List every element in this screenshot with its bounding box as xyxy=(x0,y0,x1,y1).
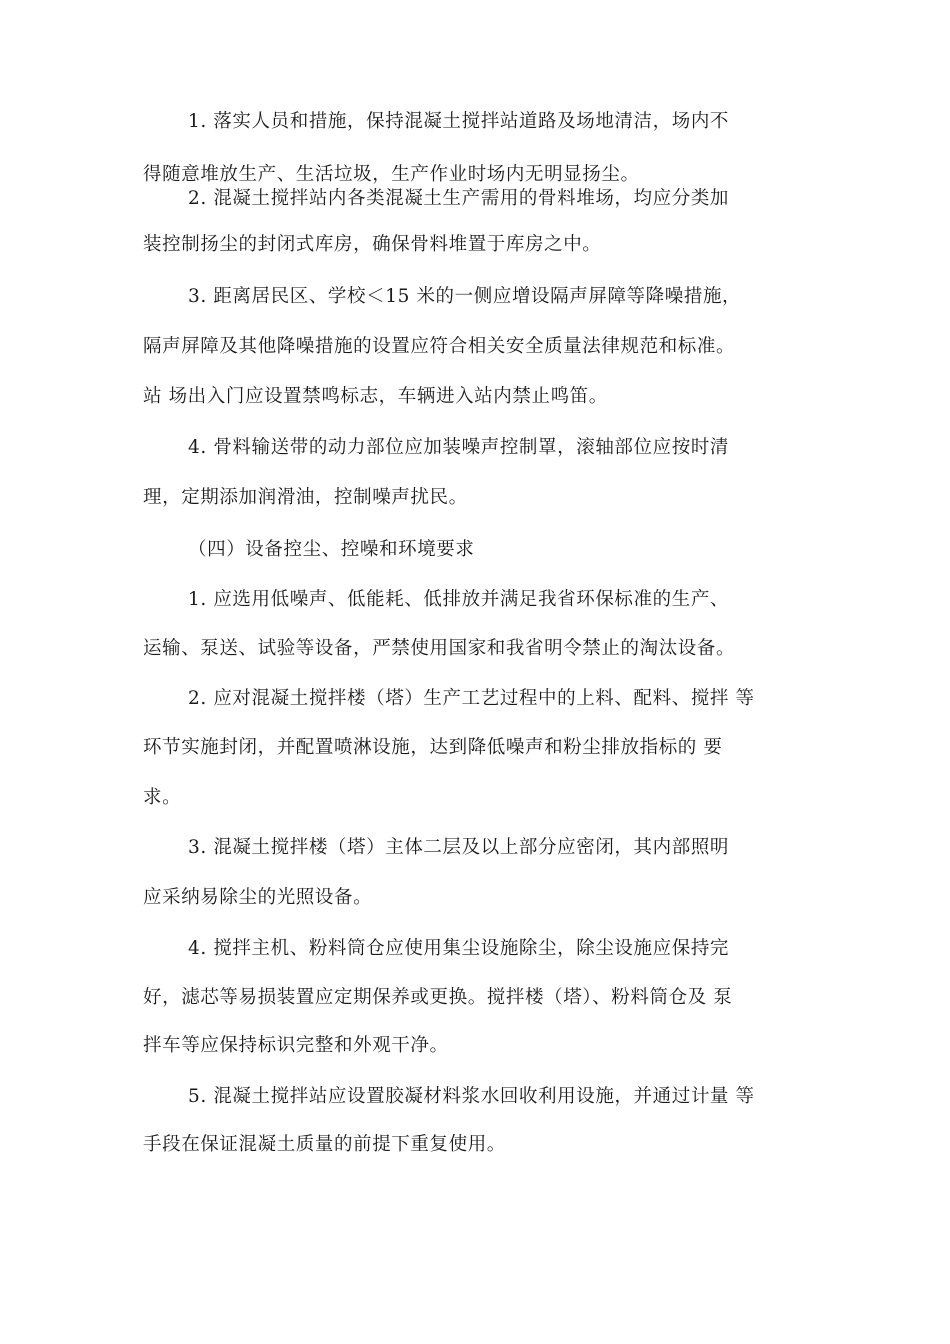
section-item-4-line-1: 4. 搅拌主机、粉料筒仓应使用集尘设施除尘，除尘设施应保持完 xyxy=(188,938,730,959)
section-heading: （四）设备控尘、控噪和环境要求 xyxy=(188,539,475,560)
section-item-1-line-2: 运输、泵送、试验等设备，严禁使用国家和我省明令禁止的淘汰设备。 xyxy=(143,638,736,659)
section-item-5-line-2: 手段在保证混凝土质量的前提下重复使用。 xyxy=(143,1134,506,1155)
item-1-line-1: 1. 落实人员和措施，保持混凝土搅拌站道路及场地清洁，场内不 xyxy=(188,111,730,132)
section-item-5-line-1: 5. 混凝土搅拌站应设置胶凝材料浆水回收利用设施，并通过计量 等 xyxy=(188,1086,755,1107)
item-4-line-1: 4. 骨料输送带的动力部位应加装噪声控制罩，滚轴部位应按时清 xyxy=(188,437,730,458)
item-2-line-2: 装控制扬尘的封闭式库房，确保骨料堆置于库房之中。 xyxy=(143,234,602,255)
item-1-line-2: 得随意堆放生产、生活垃圾，生产作业时场内无明显扬尘。 xyxy=(143,164,640,185)
item-3-line-1: 3. 距离居民区、学校＜15 米的一侧应增设隔声屏障等降噪措施， xyxy=(188,286,742,307)
item-3-line-3: 站 场出入门应设置禁鸣标志，车辆进入站内禁止鸣笛。 xyxy=(143,386,608,407)
item-2-line-1: 2. 混凝土搅拌站内各类混凝土生产需用的骨料堆场，均应分类加 xyxy=(188,188,730,209)
section-item-2-line-2: 环节实施封闭，并配置喷淋设施，达到降低噪声和粉尘排放指标的 要 xyxy=(143,737,723,758)
section-item-4-line-2: 好，滤芯等易损装置应定期保养或更换。搅拌楼（塔）、粉料筒仓及 泵 xyxy=(143,987,733,1008)
section-item-1-line-1: 1. 应选用低噪声、低能耗、低排放并满足我省环保标准的生产、 xyxy=(188,589,730,610)
item-3-line-2: 隔声屏障及其他降噪措施的设置应符合相关安全质量法律规范和标准。 xyxy=(143,336,736,357)
section-item-4-line-3: 拌车等应保持标识完整和外观干净。 xyxy=(143,1035,449,1056)
section-item-3-line-2: 应采纳易除尘的光照设备。 xyxy=(143,887,373,908)
section-item-2-line-1: 2. 应对混凝土搅拌楼（塔）生产工艺过程中的上料、配料、搅拌 等 xyxy=(188,688,755,709)
section-item-2-line-3: 求。 xyxy=(143,787,182,808)
item-4-line-2: 理，定期添加润滑油，控制噪声扰民。 xyxy=(143,487,468,508)
section-item-3-line-1: 3. 混凝土搅拌楼（塔）主体二层及以上部分应密闭，其内部照明 xyxy=(188,837,730,858)
